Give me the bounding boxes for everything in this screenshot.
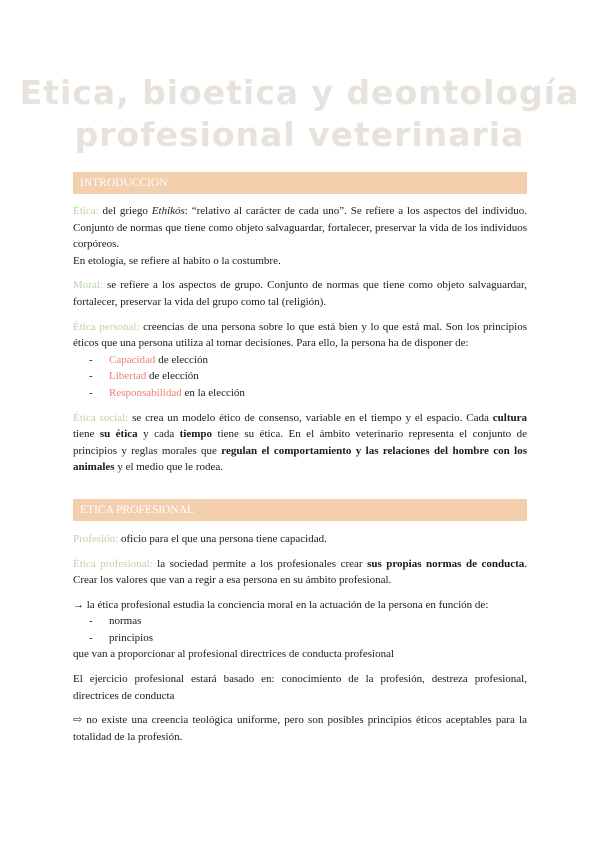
- paragraph-etica-social: Ética social: se crea un modelo ético de consenso, variable en el tiempo y el espacio. Cada cultura tiene su ética y cada tiempo tiene su ética. En el ámbito veterinario representa el conjunto de principios y reglas morales que regulan el comportamiento y las relaciones del hombre con los animales y el medio que le rodea.: [73, 411, 527, 474]
- list-item: - Libertad de elección: [89, 370, 199, 383]
- list-item: - normas: [89, 615, 142, 628]
- term-etica-social: Ética social:: [73, 411, 129, 424]
- arrow-icon: →: [73, 598, 84, 611]
- paragraph-etica-personal: Ética personal: creencias de una persona sobre lo que está bien y lo que está mal. Son los principios éticos que una persona utiliza al tomar decisiones. Para ello, la persona ha de disponer de:: [73, 320, 527, 350]
- paragraph-etica: Ética: del griego Ethikós: “relativo al carácter de cada uno”. Se refiere a los aspectos del individuo. Conjunto de normas que tiene como objeto salvaguardar, fortalecer, preservar la vida de los individuos corpóreos.: [73, 205, 527, 251]
- section-header-etica-profesional: ETICA PROFESIONAL: [73, 499, 527, 521]
- document-body: [73, 172, 527, 745]
- word-ethikos: Ethikós: [151, 205, 185, 217]
- term-etica: Ética:: [73, 205, 99, 217]
- paragraph-etologia: En etología, se refiere al habito o la costumbre.: [73, 254, 281, 267]
- paragraph-profesion: Profesión: oficio para el que una persona tiene capacidad.: [73, 532, 327, 545]
- paragraph-arrow: → la ética profesional estudia la conciencia moral en la actuación de la persona en función de:: [73, 598, 489, 611]
- title-line-1: Etica, bioetica y deontología: [19, 73, 580, 112]
- list-item: - Responsabilidad en la elección: [89, 386, 245, 399]
- document-title: [0, 72, 599, 156]
- paragraph-ejercicio: El ejercicio profesional estará basado en: conocimiento de la profesión, destreza profesional, directrices de conducta: [73, 673, 527, 702]
- title-line-2: profesional veterinaria: [74, 115, 525, 154]
- list-item: - principios: [89, 631, 153, 644]
- paragraph-moral: Moral: se refiere a los aspectos de grupo. Conjunto de normas que tiene como objeto salvaguardar, fortalecer, preservar la vida del grupo como tal (religión).: [73, 279, 527, 308]
- paragraph-directrices: que van a proporcionar al profesional directrices de conducta profesional: [73, 648, 395, 661]
- term-etica-profesional: Ética profesional:: [73, 557, 153, 570]
- term-profesion: Profesión:: [73, 532, 119, 545]
- list-item: - Capacidad de elección: [89, 353, 208, 366]
- list-disponer: [73, 352, 527, 402]
- term-etica-personal: Ética personal:: [73, 320, 140, 333]
- arrow-right-icon: ⇨: [73, 714, 83, 727]
- list-funcion: [73, 613, 527, 646]
- term-moral: Moral:: [73, 279, 103, 292]
- paragraph-final: ⇨ no existe una creencia teológica uniforme, pero son posibles principios éticos aceptables para la totalidad de la profesión.: [73, 714, 527, 743]
- paragraph-etica-profesional: Ética profesional: la sociedad permite a los profesionales crear sus propias normas de conducta. Crear los valores que van a regir a esa persona en su ámbito profesional.: [73, 557, 527, 587]
- section-header-introduccion: INTRODUCCION: [73, 172, 527, 194]
